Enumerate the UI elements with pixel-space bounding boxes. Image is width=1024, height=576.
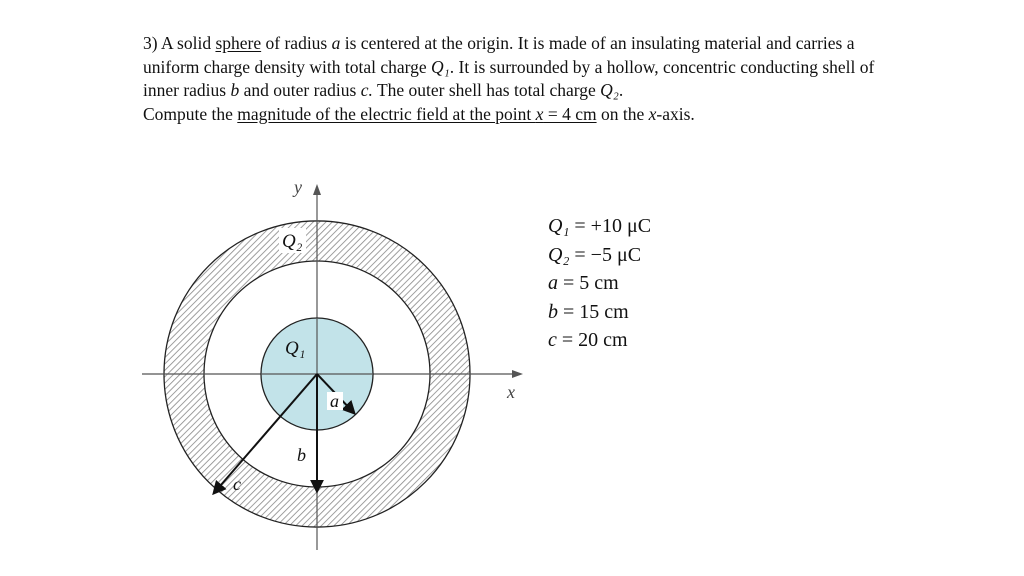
value-b [548,298,651,327]
x-axis-label: x [507,382,515,402]
var-q1: Q₁ [431,56,450,77]
question-text: Compute the [143,103,238,124]
y-axis-arrowhead [313,184,321,195]
value-c [548,326,651,355]
var-x: x [535,103,544,124]
c-label: c [233,474,241,494]
problem-text: and outer radius [239,80,361,100]
question-text: -axis. [656,103,695,124]
value-symbol: Q₂ [548,243,570,266]
var-b: b [230,80,240,100]
problem-text: is centered at the origin. It is made of an insulating material and carries a uniform charge density with total charge [143,33,855,77]
value-q2 [548,241,651,270]
value-q1 [548,212,651,241]
given-values [548,212,651,355]
problem-text: A solid [157,33,216,53]
var-q2: Q₂ [600,80,619,100]
value-text: = 5 cm [558,272,619,294]
b-label: b [297,445,306,465]
underlined-sphere: sphere [215,33,262,53]
question-text: on the [596,103,649,124]
problem-text: The outer shell has total charge [372,80,601,100]
problem-number: 3) [143,33,158,53]
question-value: = 4 cm [543,103,597,124]
value-text: = +10 μC [569,215,652,237]
var-c: c. [360,80,373,100]
value-symbol: b [548,300,558,323]
q1-label: Q₁ [285,338,306,359]
value-symbol: a [548,272,558,294]
question-text: magnitude of the electric field at the point [237,103,536,124]
a-label: a [330,391,339,411]
value-symbol: c [548,329,557,351]
var-a: a [331,33,341,53]
problem-text: of radius [261,33,332,53]
problem-text: . [618,80,624,100]
value-a [548,269,651,298]
value-text: = −5 μC [569,243,642,266]
value-text: = 20 cm [556,329,628,351]
x-axis-arrowhead [512,370,523,378]
y-axis-label: y [294,177,302,197]
value-symbol: Q₁ [548,215,570,237]
problem-text: . It is surrounded by a hollow, concentric conducting shell of inner radius [143,56,875,100]
var-x: x [648,103,657,124]
value-text: = 15 cm [558,300,629,323]
q2-label: Q₂ [282,231,303,252]
